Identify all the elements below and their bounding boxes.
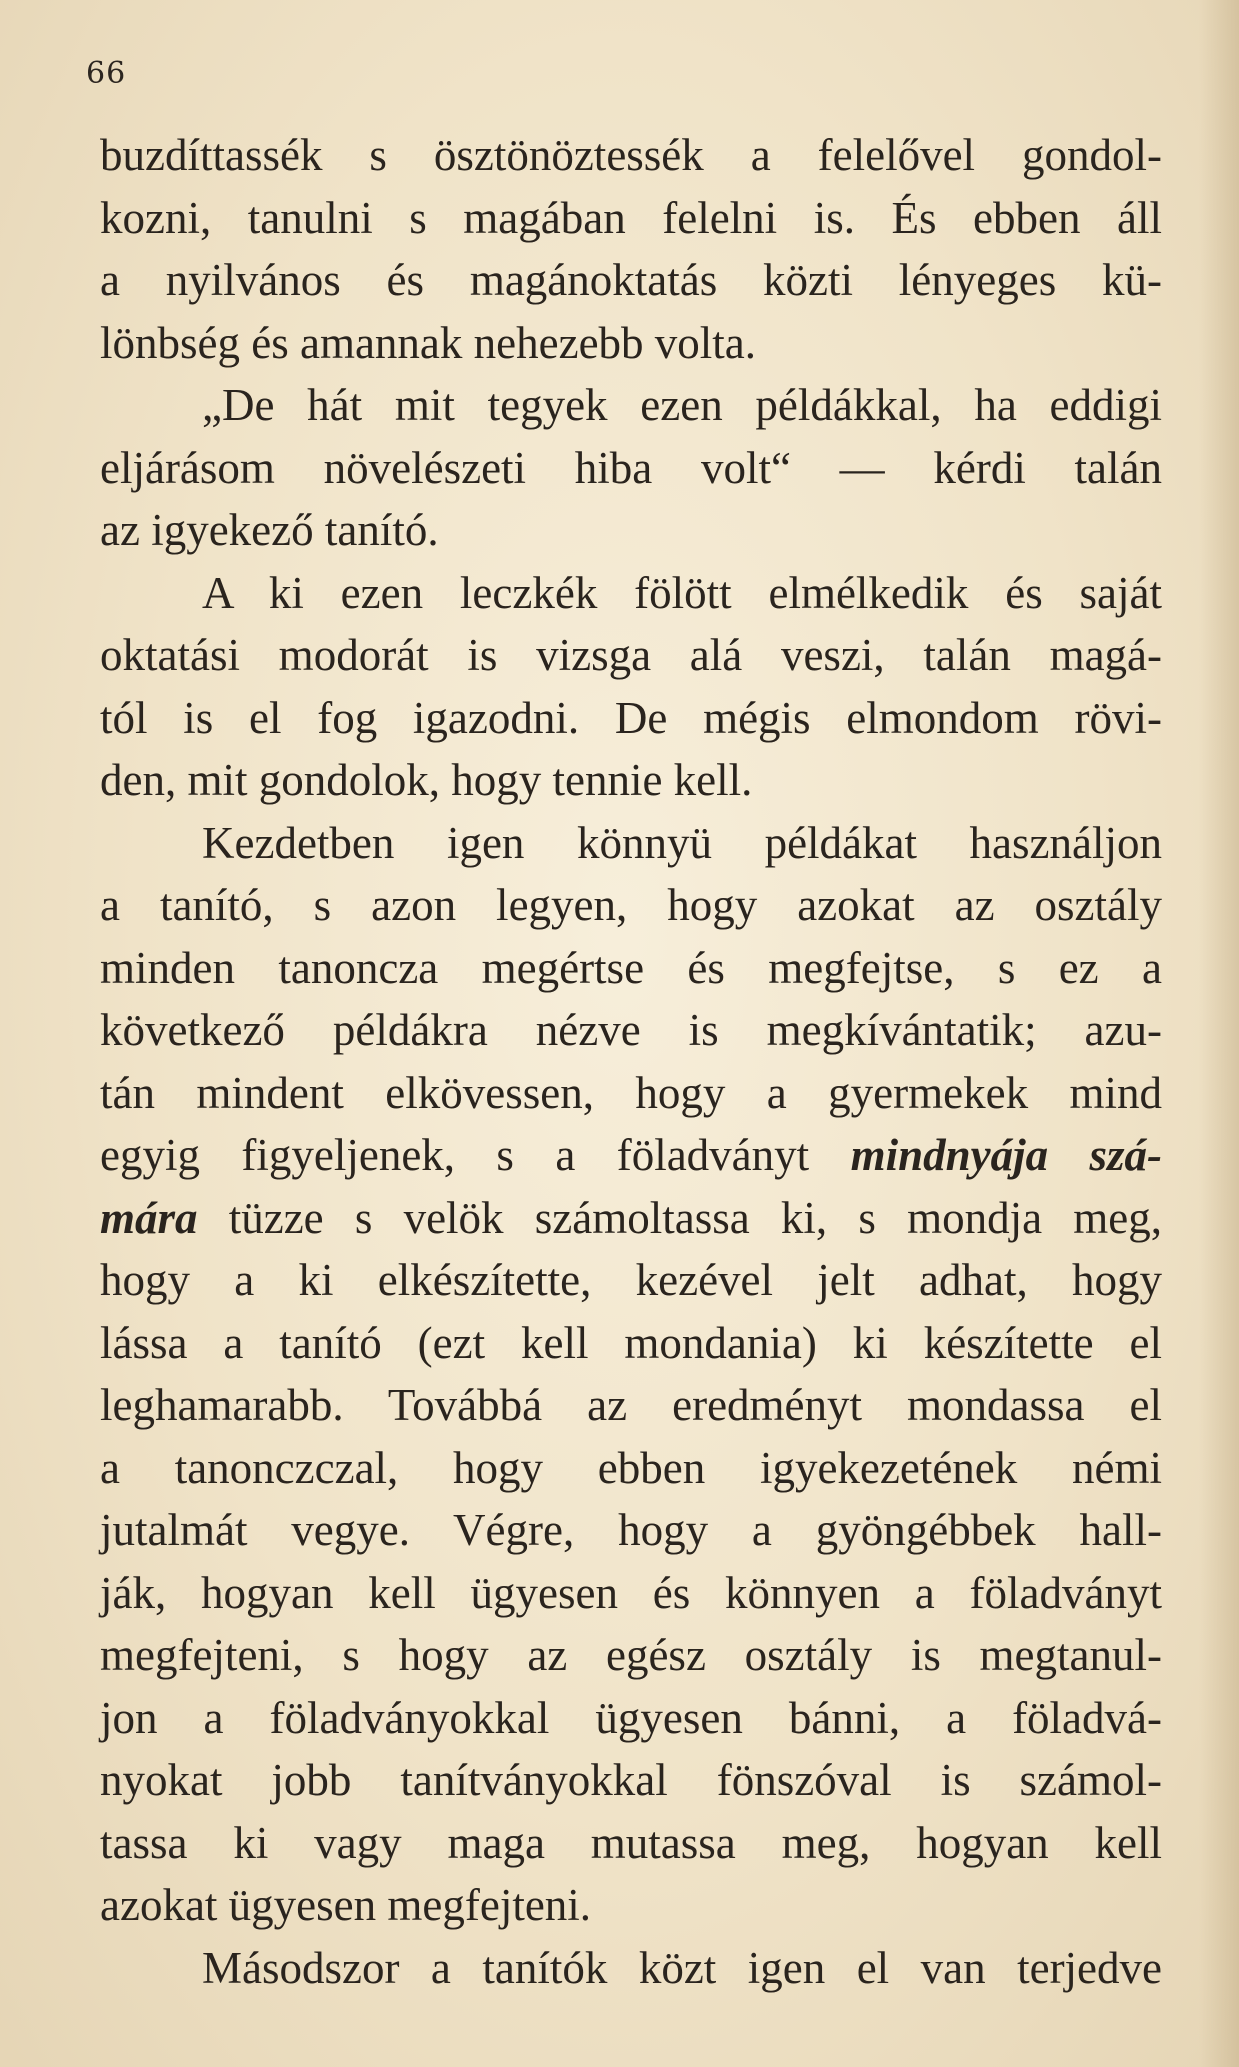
text-line: Kezdetben igen könnyü példákat használjon bbox=[202, 817, 1162, 868]
text-line: azokat ügyesen megfejteni. bbox=[100, 1880, 592, 1930]
text-line: ják, hogyan kell ügyesen és könnyen a föladványt bbox=[100, 1567, 1162, 1618]
text-line: „De hát mit tegyek ezen példákkal, ha eddigi bbox=[202, 380, 1162, 430]
text-segment: egyig figyeljenek, s a föladványt bbox=[100, 1130, 810, 1180]
text-line-with-italic bbox=[100, 1187, 1162, 1250]
text-line: den, mit gondolok, hogy tennie kell. bbox=[100, 755, 753, 805]
text-segment: tüzze s velök számoltassa ki, s mondja meg, bbox=[228, 1192, 1162, 1243]
text-line: tán mindent elkövessen, hogy a gyermekek mind bbox=[100, 1067, 1162, 1118]
text-line: eljárásom növelészeti hiba volt“ — kérdi talán bbox=[100, 442, 1162, 493]
text-line: lássa a tanító (ezt kell mondania) ki készítette el bbox=[100, 1317, 1162, 1368]
text-line: a tanonczczal, hogy ebben igyekezetének némi bbox=[100, 1442, 1162, 1493]
text-line: buzdíttassék s ösztönöztessék a felelővel gondol- bbox=[100, 130, 1162, 180]
text-line: hogy a ki elkészítette, kezével jelt adhat, hogy bbox=[100, 1255, 1162, 1305]
text-line: megfejteni, s hogy az egész osztály is megtanul- bbox=[100, 1630, 1162, 1680]
page-edge-shadow bbox=[1199, 0, 1239, 2067]
text-line-with-italic bbox=[100, 1124, 1162, 1187]
text-line: jon a föladványokkal ügyesen bánni, a föladvá- bbox=[100, 1692, 1162, 1743]
body-text bbox=[100, 124, 1162, 1999]
text-line: oktatási modorát is vizsga alá veszi, talán magá- bbox=[100, 630, 1162, 680]
text-line: a tanító, s azon legyen, hogy azokat az osztály bbox=[100, 880, 1162, 930]
text-line: lönbség és amannak nehezebb volta. bbox=[100, 317, 757, 368]
text-line: leghamarabb. Továbbá az eredményt mondassa el bbox=[100, 1380, 1162, 1430]
text-line: A ki ezen leczkék fölött elmélkedik és saját bbox=[202, 567, 1162, 618]
text-line: tól is el fog igazodni. De mégis elmondom rövi- bbox=[100, 692, 1162, 743]
text-line: nyokat jobb tanítványokkal fönszóval is számol- bbox=[100, 1755, 1162, 1805]
text-line: a nyilvános és magánoktatás közti lényeges kü- bbox=[100, 255, 1162, 305]
italic-segment: mára bbox=[100, 1192, 198, 1243]
text-line: az igyekező tanító. bbox=[100, 505, 439, 555]
text-line: tassa ki vagy maga mutassa meg, hogyan kell bbox=[100, 1817, 1162, 1868]
text-line: jutalmát vegye. Végre, hogy a gyöngébbek hall- bbox=[100, 1505, 1162, 1555]
page-number: 66 bbox=[86, 56, 127, 91]
text-line: kozni, tanulni s magában felelni is. És ebben áll bbox=[100, 192, 1162, 243]
text-line: Másodszor a tanítók közt igen el van terjedve bbox=[202, 1942, 1162, 1993]
text-line: minden tanoncza megértse és megfejtse, s ez a bbox=[100, 942, 1162, 993]
text-line: következő példákra nézve is megkívántatik; azu- bbox=[100, 1005, 1162, 1055]
italic-segment: mindnyája szá- bbox=[850, 1130, 1163, 1180]
